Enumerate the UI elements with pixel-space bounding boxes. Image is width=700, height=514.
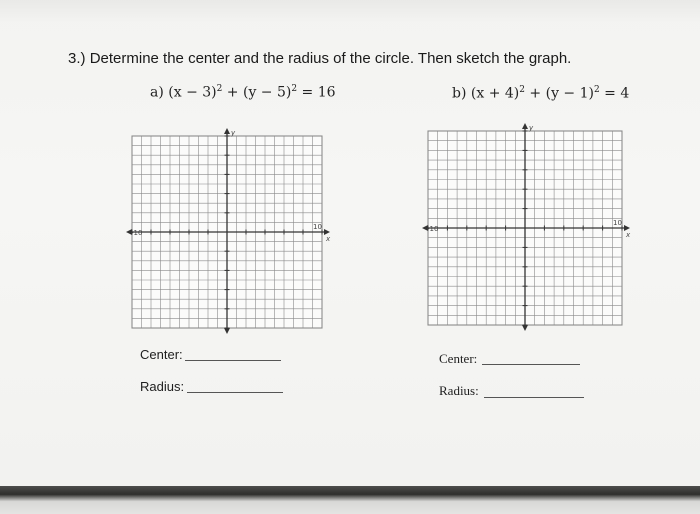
y-axis-arrow [522,123,528,129]
x-axis-label: x [326,235,331,243]
y-axis-arrow-down [522,325,528,331]
problem-text: Determine the center and the radius of the circle. Then sketch the graph. [89,50,572,67]
x-axis-label: x [626,231,631,239]
radius-label-a: Radius: [140,379,185,394]
x-max-tick-label: 10 [313,223,322,231]
y-axis-label: y [529,124,534,132]
radius-answer-line-b[interactable] [484,397,584,398]
center-answer-line-a[interactable] [185,360,281,361]
coordinate-grid-a [122,128,336,336]
x-min-tick-label: -10 [131,229,143,237]
radius-answer-line-a[interactable] [187,392,283,393]
equation-a: a) $(x - 3)^2 + (y - 5)^2 = 16$ [150,84,336,101]
problem-statement [68,50,571,67]
page-top-edge [0,0,700,22]
part-b-label: b) [452,85,467,102]
equation-b: b) $(x + 4)^2 + (y - 1)^2 = 4$ [452,85,630,102]
center-label-b: Center: [439,351,478,366]
desk-edge [0,486,700,514]
part-a-label: a) [150,84,164,101]
y-axis-arrow [224,128,230,134]
radius-label-b: Radius: [439,383,479,398]
x-max-tick-label: 10 [613,219,622,227]
x-min-tick-label: -10 [427,225,439,233]
center-answer-line-b[interactable] [482,364,580,365]
y-axis-label: y [231,129,236,137]
center-label-a: Center: [140,347,183,362]
y-axis-arrow-down [224,328,230,334]
problem-number: 3.) [68,50,86,67]
coordinate-grid-b [418,121,632,331]
